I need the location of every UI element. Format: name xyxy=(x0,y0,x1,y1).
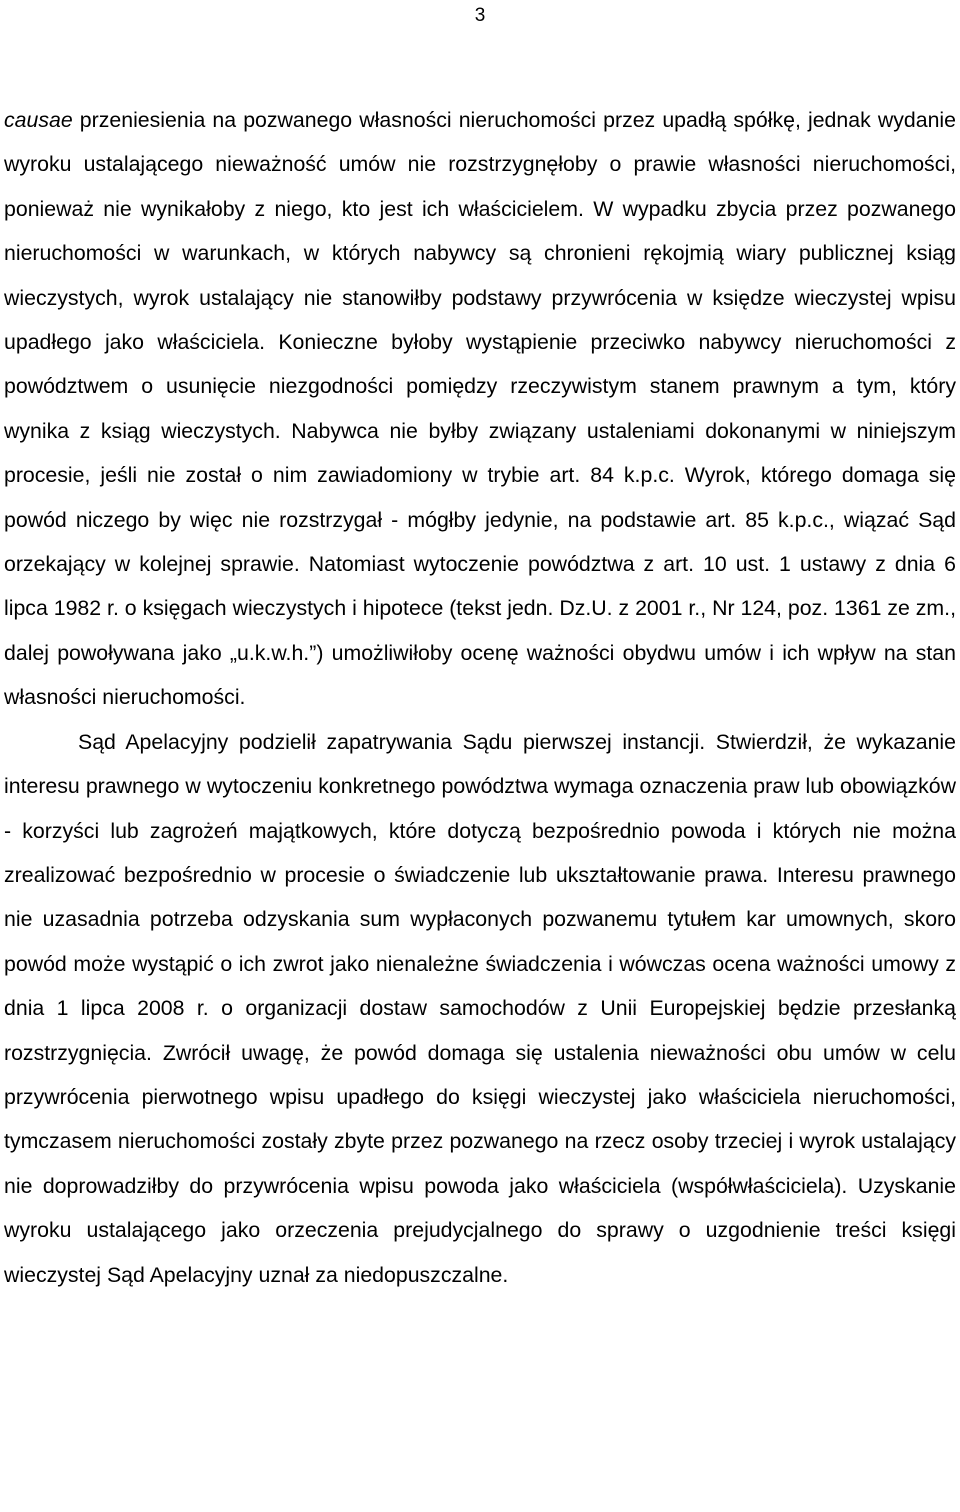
paragraph-1-text: przeniesienia na pozwanego własności nieruchomości przez upadłą spółkę, jednak wydanie wyroku ustalającego nieważność umów nie rozstrzygnęłoby o prawie własności nieruchomości, ponieważ nie wynikałoby z niego, kto jest ich właścicielem. W wypadku zbycia przez pozwanego nieruchomości w warunkach, w których nabywcy są chronieni rękojmią wiary publicznej ksiąg wieczystych, wyrok ustalający nie stanowiłby podstawy przywrócenia w księdze wieczystej wpisu upadłego jako właściciela. Konieczne byłoby wystąpienie przeciwko nabywcy nieruchomości z powództwem o usunięcie niezgodności pomiędzy rzeczywistym stanem prawnym a tym, który wynika z ksiąg wieczystych. Nabywca nie byłby związany ustaleniami dokonanymi w niniejszym procesie, jeśli nie został o nim zawiadomiony w trybie art. 84 k.p.c. Wyrok, którego domaga się powód niczego by więc nie rozstrzygał - mógłby jedynie, na podstawie art. 85 k.p.c., wiązać Sąd orzekający w kolejnej sprawie. Natomiast wytoczenie powództwa z art. 10 ust. 1 ustawy z dnia 6 lipca 1982 r. o księgach wieczystych i hipotece (tekst jedn. Dz.U. z 2001 r., Nr 124, poz. 1361 ze zm., dalej powoływana jako „u.k.w.h.”) umożliwiłoby ocenę ważności obydwu umów i ich wpływ na stan własności nieruchomości. xyxy=(4,108,956,710)
document-body xyxy=(4,98,956,1297)
paragraph-1 xyxy=(4,98,956,720)
paragraph-2: Sąd Apelacyjny podzielił zapatrywania Sądu pierwszej instancji. Stwierdził, że wykazanie interesu prawnego w wytoczeniu konkretnego powództwa wymaga oznaczenia praw lub obowiązków - korzyści lub zagrożeń majątkowych, które dotyczą bezpośrednio powoda i których nie można zrealizować bezpośrednio w procesie o świadczenie lub ukształtowanie prawa. Interesu prawnego nie uzasadnia potrzeba odzyskania sum wypłaconych pozwanemu tytułem kar umownych, skoro powód może wystąpić o ich zwrot jako nienależne świadczenia i wówczas ocena ważności umowy z dnia 1 lipca 2008 r. o organizacji dostaw samochodów z Unii Europejskiej będzie przesłanką rozstrzygnięcia. Zwrócił uwagę, że powód domaga się ustalenia nieważności obu umów w celu przywrócenia pierwotnego wpisu upadłego do księgi wieczystej jako właściciela nieruchomości, tymczasem nieruchomości zostały zbyte przez pozwanego na rzecz osoby trzeciej i wyrok ustalający nie doprowadziłby do przywrócenia wpisu powoda jako właściciela (współwłaściciela). Uzyskanie wyroku ustalającego jako orzeczenia prejudycjalnego do sprawy o uzgodnienie treści księgi wieczystej Sąd Apelacyjny uznał za niedopuszczalne. xyxy=(4,729,956,1287)
page-number: 3 xyxy=(474,5,486,26)
latin-term: causae xyxy=(4,108,73,132)
